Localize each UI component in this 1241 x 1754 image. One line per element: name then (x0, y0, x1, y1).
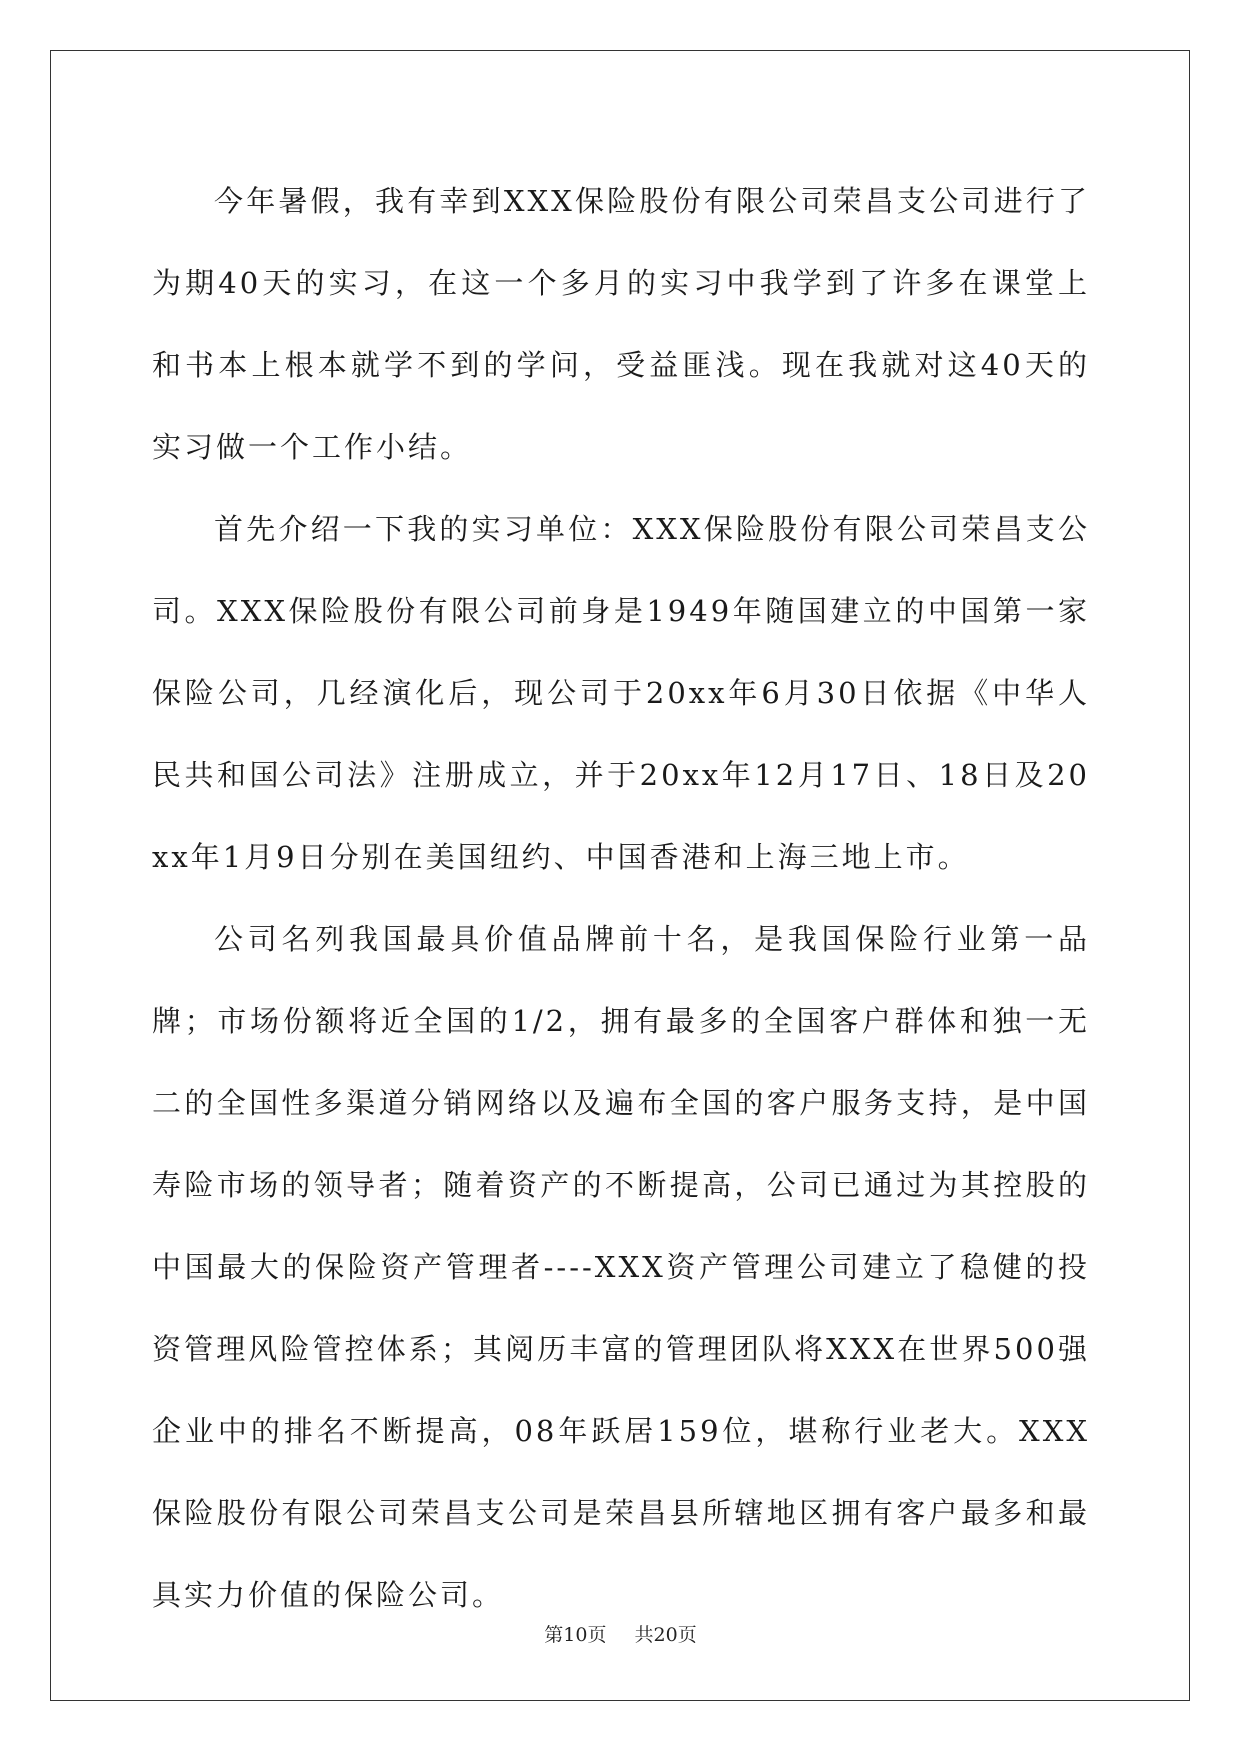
page-total: 共20页 (634, 1624, 697, 1646)
paragraph-company-intro: 首先介绍一下我的实习单位：XXX保险股份有限公司荣昌支公司。XXX保险股份有限公司前身是1949年随国建立的中国第一家保险公司，几经演化后，现公司于20xx年6月30日依据《中华人民共和国公司法》注册成立，并于20xx年12月17日、18日及20xx年1月9日分别在美国纽约、中国香港和上海三地上市。 (152, 512, 1090, 874)
paragraph-internship-intro: 今年暑假，我有幸到XXX保险股份有限公司荣昌支公司进行了为期40天的实习，在这一个多月的实习中我学到了许多在课堂上和书本上根本就学不到的学问，受益匪浅。现在我就对这40天的实习做一个工作小结。 (152, 184, 1090, 464)
page-number: 第10页 (544, 1624, 607, 1646)
page-footer (0, 1620, 1241, 1647)
document-body (152, 160, 1090, 1636)
paragraph-company-ranking: 公司名列我国最具价值品牌前十名，是我国保险行业第一品牌；市场份额将近全国的1/2，拥有最多的全国客户群体和独一无二的全国性多渠道分销网络以及遍布全国的客户服务支持，是中国寿险市场的领导者；随着资产的不断提高，公司已通过为其控股的中国最大的保险资产管理者----XXX资产管理公司建立了稳健的投资管理风险管控体系；其阅历丰富的管理团队将XXX在世界500强企业中的排名不断提高，08年跃居159位，堪称行业老大。XXX保险股份有限公司荣昌支公司是荣昌县所辖地区拥有客户最多和最具实力价值的保险公司。 (152, 922, 1090, 1612)
